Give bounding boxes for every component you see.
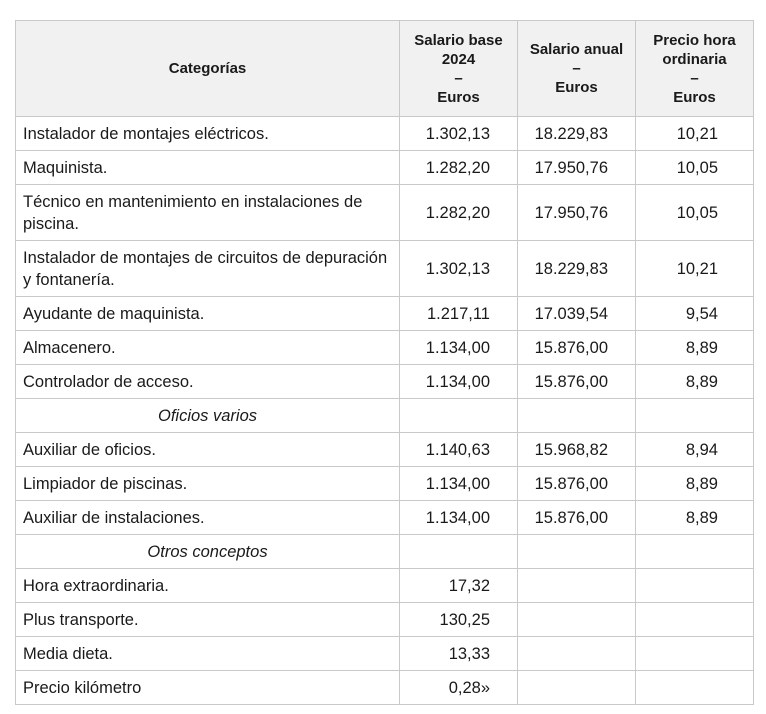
header-salario-anual-line: –	[572, 60, 581, 77]
category-cell: Auxiliar de oficios.	[16, 433, 400, 467]
precio-hora-cell: 10,05	[636, 185, 754, 241]
header-precio-hora-line: ordinaria	[662, 50, 727, 68]
table-row	[16, 185, 754, 241]
table-row	[16, 151, 754, 185]
salario-base-cell	[400, 535, 518, 569]
precio-hora-cell: 10,21	[636, 117, 754, 151]
precio-hora-cell: 8,89	[636, 331, 754, 365]
precio-hora-cell: 8,89	[636, 501, 754, 535]
salario-base-cell: 1.302,13	[400, 241, 518, 297]
header-salario-base-line: Euros	[437, 88, 480, 106]
salario-anual-cell	[518, 603, 636, 637]
header-salario-anual	[518, 21, 636, 117]
category-cell: Controlador de acceso.	[16, 365, 400, 399]
header-salario-base-line: 2024	[441, 50, 476, 68]
precio-hora-cell: 9,54	[636, 297, 754, 331]
precio-hora-cell	[636, 399, 754, 433]
salario-anual-cell: 15.876,00	[518, 365, 636, 399]
header-salario-base-line: Salario base	[414, 31, 503, 49]
category-cell: Limpiador de piscinas.	[16, 467, 400, 501]
header-salario-base-line: –	[454, 69, 463, 87]
salario-base-cell: 0,28»	[400, 671, 518, 705]
section-row	[16, 535, 754, 569]
salario-base-cell: 1.134,00	[400, 331, 518, 365]
table-header-row	[16, 21, 754, 117]
category-cell: Hora extraordinaria.	[16, 569, 400, 603]
category-cell: Instalador de montajes de circuitos de depuración y fontanería.	[16, 241, 400, 297]
precio-hora-cell	[636, 637, 754, 671]
precio-hora-cell: 8,89	[636, 467, 754, 501]
header-salario-anual-line: Euros	[555, 79, 598, 96]
header-salario-anual-line: Salario anual	[529, 41, 624, 58]
table-row	[16, 671, 754, 705]
salario-anual-cell	[518, 535, 636, 569]
precio-hora-cell	[636, 603, 754, 637]
salario-anual-cell: 15.968,82	[518, 433, 636, 467]
salario-anual-cell: 15.876,00	[518, 331, 636, 365]
section-heading-oficios-varios: Oficios varios	[16, 399, 400, 433]
table-row	[16, 297, 754, 331]
salario-base-cell	[400, 399, 518, 433]
salario-base-cell: 1.134,00	[400, 501, 518, 535]
salario-anual-cell: 17.039,54	[518, 297, 636, 331]
salario-base-cell: 130,25	[400, 603, 518, 637]
header-precio-hora-line: –	[690, 69, 699, 87]
header-salario-base	[400, 21, 518, 117]
category-cell: Plus transporte.	[16, 603, 400, 637]
category-cell: Maquinista.	[16, 151, 400, 185]
table-row	[16, 501, 754, 535]
salario-base-cell: 1.134,00	[400, 467, 518, 501]
table-row	[16, 117, 754, 151]
salario-base-cell: 17,32	[400, 569, 518, 603]
salario-base-cell: 13,33	[400, 637, 518, 671]
table-row	[16, 365, 754, 399]
category-cell: Almacenero.	[16, 331, 400, 365]
salario-anual-cell	[518, 399, 636, 433]
category-cell: Media dieta.	[16, 637, 400, 671]
salary-table	[15, 20, 754, 705]
precio-hora-cell: 8,94	[636, 433, 754, 467]
salario-anual-cell: 18.229,83	[518, 241, 636, 297]
precio-hora-cell: 10,05	[636, 151, 754, 185]
precio-hora-cell: 8,89	[636, 365, 754, 399]
salario-anual-cell	[518, 637, 636, 671]
salario-base-cell: 1.282,20	[400, 151, 518, 185]
section-row	[16, 399, 754, 433]
salario-base-cell: 1.217,11	[400, 297, 518, 331]
section-heading-otros-conceptos: Otros conceptos	[16, 535, 400, 569]
salario-base-cell: 1.134,00	[400, 365, 518, 399]
header-precio-hora-line: Euros	[673, 88, 716, 106]
salario-anual-cell	[518, 569, 636, 603]
table-row	[16, 433, 754, 467]
category-cell: Auxiliar de instalaciones.	[16, 501, 400, 535]
salario-anual-cell	[518, 671, 636, 705]
salario-base-cell: 1.302,13	[400, 117, 518, 151]
salario-base-cell: 1.282,20	[400, 185, 518, 241]
precio-hora-cell	[636, 671, 754, 705]
precio-hora-cell	[636, 535, 754, 569]
table-row	[16, 637, 754, 671]
salario-anual-cell: 15.876,00	[518, 501, 636, 535]
precio-hora-cell	[636, 569, 754, 603]
category-cell: Instalador de montajes eléctricos.	[16, 117, 400, 151]
header-precio-hora	[636, 21, 754, 117]
header-precio-hora-line: Precio hora	[653, 31, 736, 49]
salario-anual-cell: 17.950,76	[518, 151, 636, 185]
table-row	[16, 603, 754, 637]
salario-anual-cell: 15.876,00	[518, 467, 636, 501]
category-cell: Técnico en mantenimiento en instalaciones de piscina.	[16, 185, 400, 241]
header-categorias: Categorías	[16, 21, 400, 117]
table-row	[16, 331, 754, 365]
precio-hora-cell: 10,21	[636, 241, 754, 297]
salario-base-cell: 1.140,63	[400, 433, 518, 467]
category-cell: Precio kilómetro	[16, 671, 400, 705]
table-row	[16, 467, 754, 501]
salario-anual-cell: 17.950,76	[518, 185, 636, 241]
table-row	[16, 569, 754, 603]
salario-anual-cell: 18.229,83	[518, 117, 636, 151]
table-row	[16, 241, 754, 297]
category-cell: Ayudante de maquinista.	[16, 297, 400, 331]
